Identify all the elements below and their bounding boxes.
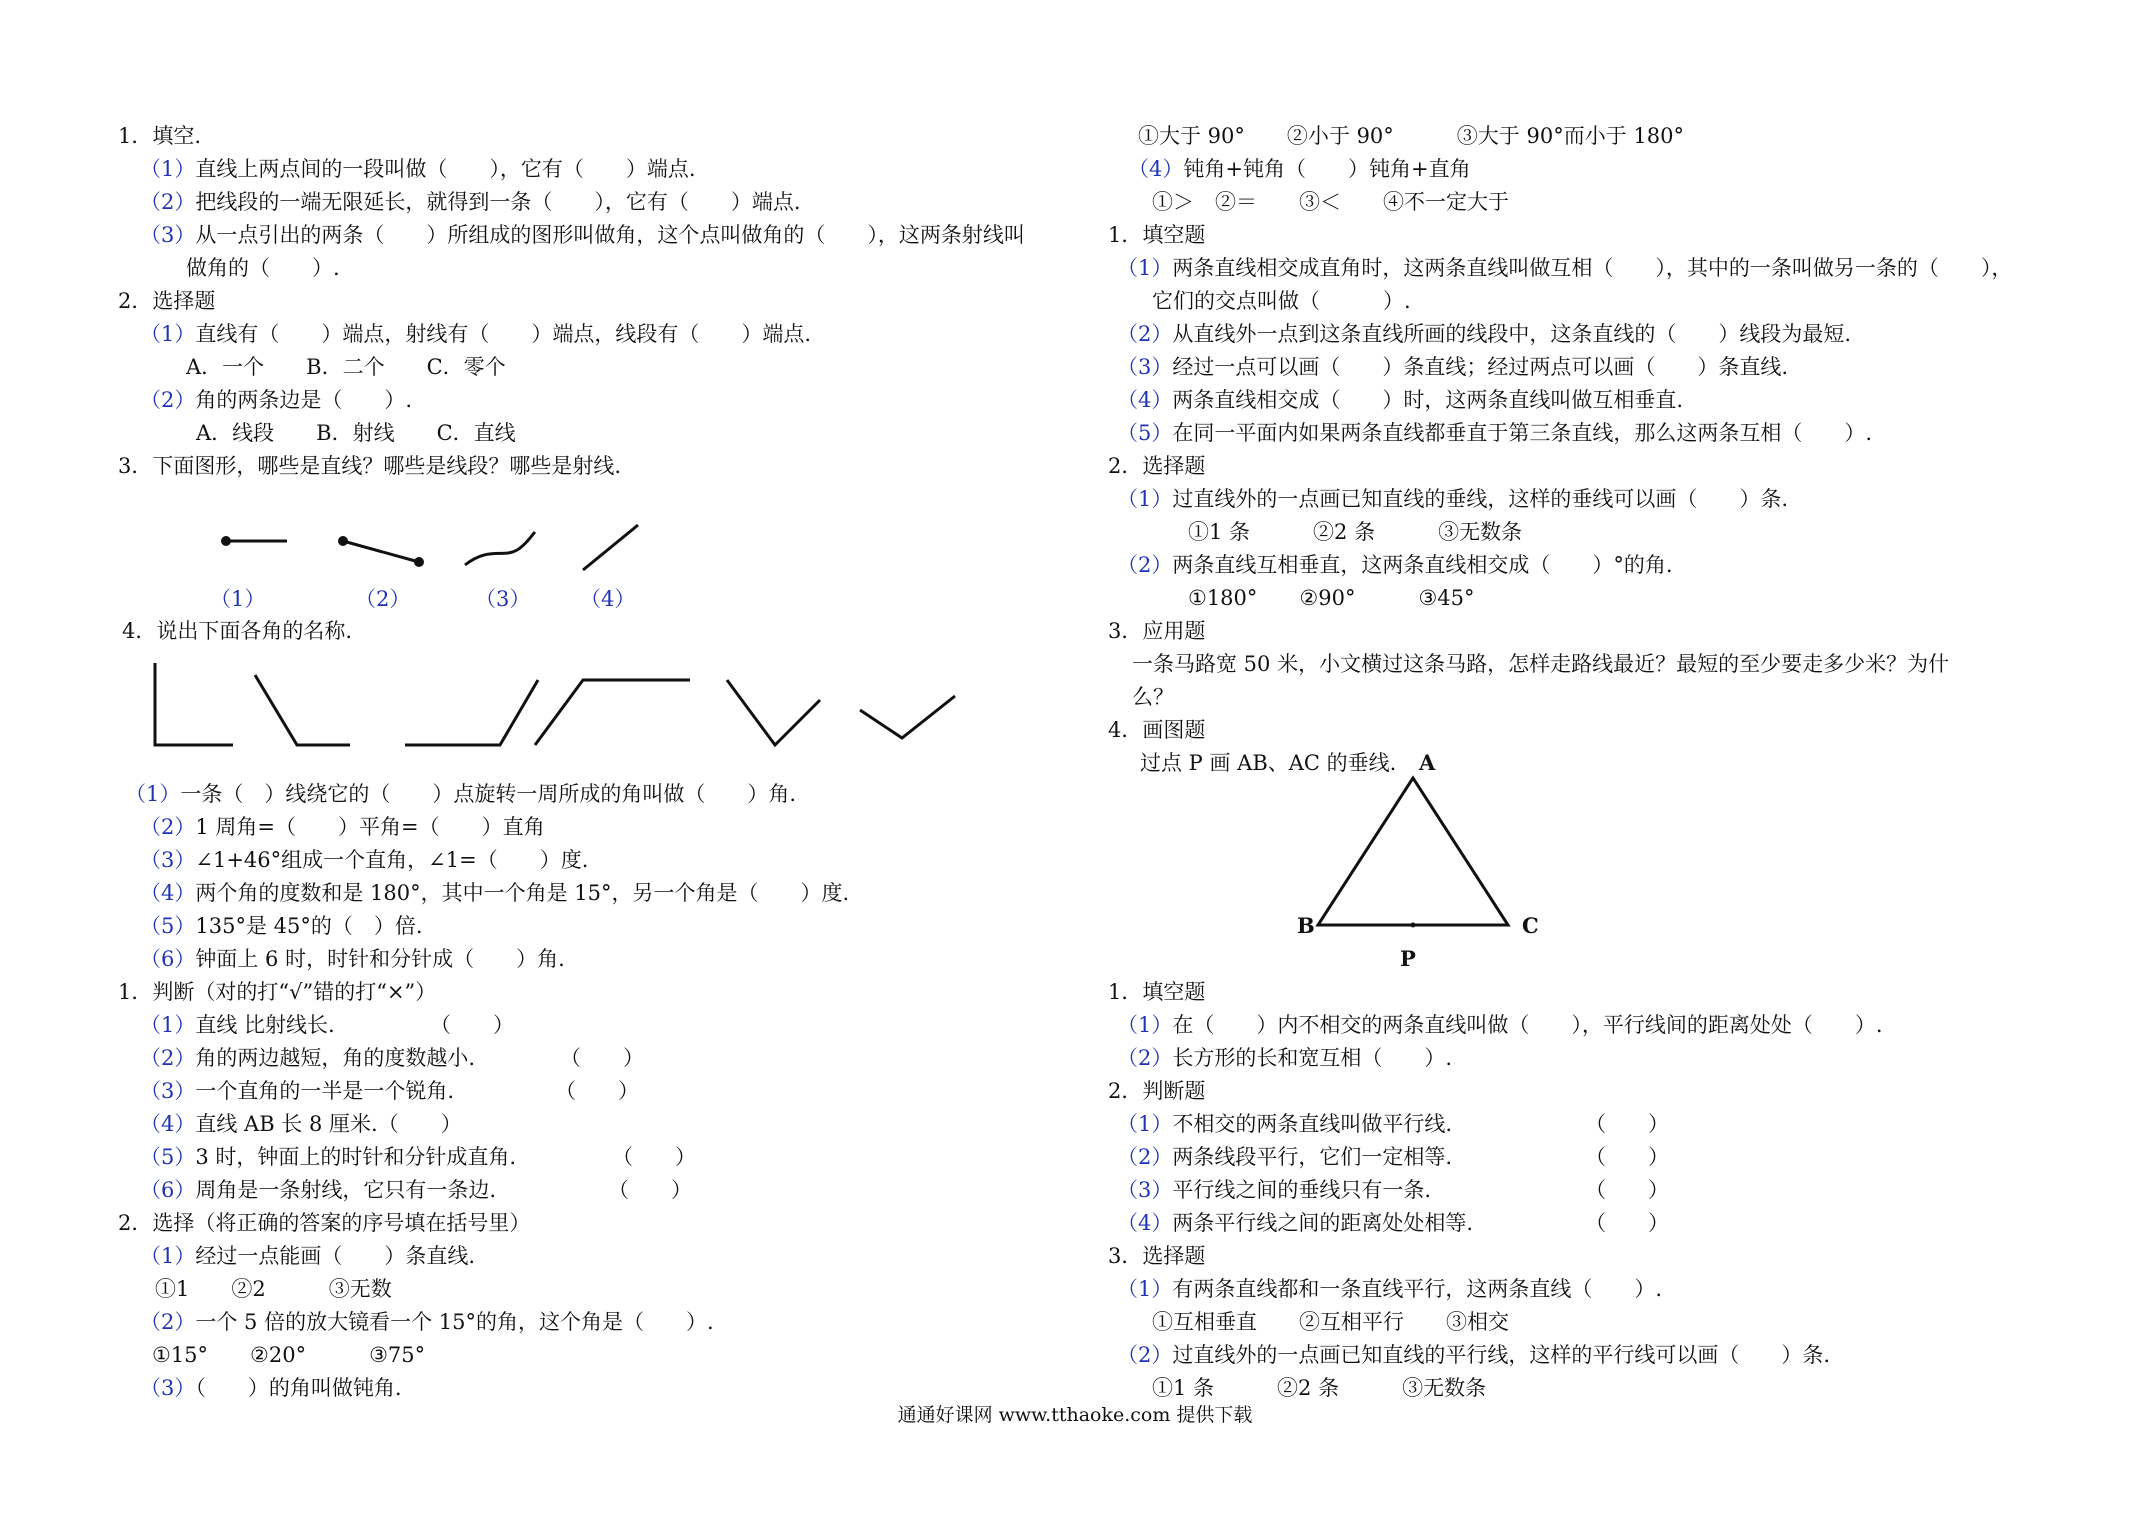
question-item: （3）（ ）的角叫做钝角. xyxy=(140,1376,402,1400)
question-item: （3）∠1+46°组成一个直角，∠1=（ ）度. xyxy=(140,848,589,872)
judge-item: （1）直线 比射线长. xyxy=(140,1013,335,1037)
question-item: （4）两个角的度数和是 180°，其中一个角是 15°，另一个角是（ ）度. xyxy=(140,881,850,905)
answer-options: A．线段 B．射线 C．直线 xyxy=(196,421,516,445)
vertex-label-b: B xyxy=(1297,913,1315,938)
section-title: 2．判断题 xyxy=(1108,1079,1206,1103)
vertex-label-a: A xyxy=(1419,750,1436,775)
question-item: （1）在（ ）内不相交的两条直线叫做（ ），平行线间的距离处处（ ）. xyxy=(1117,1013,1883,1037)
judge-item: （6）周角是一条射线，它只有一条边. xyxy=(140,1178,497,1202)
answer-blank: （ ） xyxy=(560,1046,644,1070)
section-title: 2．选择题 xyxy=(118,289,216,313)
answer-blank: （ ） xyxy=(1585,1145,1669,1169)
question-item: （2）长方形的长和宽互相（ ）. xyxy=(1117,1046,1453,1070)
question-item: （1）直线上两点间的一段叫做（ ），它有（ ）端点. xyxy=(140,157,696,181)
answer-options: ①大于 90° ②小于 90° ③大于 90°而小于 180° xyxy=(1138,124,1684,148)
question-continuation: 它们的交点叫做（ ）. xyxy=(1152,289,1411,313)
question-item: （1）一条（ ）线绕它的（ ）点旋转一周所成的角叫做（ ）角. xyxy=(125,782,797,806)
question-item: （4）两条直线相交成（ ）时，这两条直线叫做互相垂直. xyxy=(1117,388,1684,412)
answer-blank: （ ） xyxy=(555,1079,639,1103)
section-title: 4．画图题 xyxy=(1108,718,1206,742)
answer-blank: （ ） xyxy=(608,1178,692,1202)
section-title: 3．下面图形，哪些是直线？哪些是线段？哪些是射线. xyxy=(118,454,622,478)
section-title: 4．说出下面各角的名称. xyxy=(122,619,353,643)
question-item: （1）有两条直线都和一条直线平行，这两条直线（ ）. xyxy=(1117,1277,1663,1301)
figure-label: （2） xyxy=(355,587,411,611)
question-item: （2）1 周角=（ ）平角=（ ）直角 xyxy=(140,815,545,839)
figure-label: （1） xyxy=(210,587,266,611)
question-item: （2）从直线外一点到这条直线所画的线段中，这条直线的（ ）线段为最短. xyxy=(1117,322,1852,346)
section-title: 3．应用题 xyxy=(1108,619,1206,643)
question-item: （2）两条直线互相垂直，这两条直线相交成（ ）°的角. xyxy=(1117,553,1673,577)
section-title: 1．填空题 xyxy=(1108,980,1206,1004)
answer-options: ①互相垂直 ②互相平行 ③相交 xyxy=(1152,1310,1509,1334)
judge-item: （3）一个直角的一半是一个锐角. xyxy=(140,1079,455,1103)
question-continuation: 做角的（ ）. xyxy=(186,256,340,280)
point-label-p: P xyxy=(1400,946,1416,971)
judge-item: （2）两条线段平行，它们一定相等. xyxy=(1117,1145,1453,1169)
word-problem: 一条马路宽 50 米，小文横过这条马路，怎样走路线最近？最短的至少要走多少米？为什 xyxy=(1132,652,1950,676)
figure-label: （4） xyxy=(580,587,636,611)
answer-blank: （ ） xyxy=(430,1013,514,1037)
question-item: （2）一个 5 倍的放大镜看一个 15°的角，这个角是（ ）. xyxy=(140,1310,714,1334)
judge-item: （3）平行线之间的垂线只有一条. xyxy=(1117,1178,1432,1202)
question-item: （3）从一点引出的两条（ ）所组成的图形叫做角，这个点叫做角的（ ），这两条射线叫 xyxy=(140,223,1025,247)
question-item: （4）钝角+钝角（ ）钝角+直角 xyxy=(1128,157,1471,181)
section-title: 1．填空题 xyxy=(1108,223,1206,247)
section-title: 2．选择（将正确的答案的序号填在括号里） xyxy=(118,1211,531,1235)
answer-blank: （ ） xyxy=(1585,1178,1669,1202)
question-item: （5）135°是 45°的（ ）倍. xyxy=(140,914,423,938)
judge-item: （2）角的两边越短，角的度数越小. xyxy=(140,1046,476,1070)
question-item: （3）经过一点可以画（ ）条直线；经过两点可以画（ ）条直线. xyxy=(1117,355,1789,379)
answer-options: ①15° ②20° ③75° xyxy=(152,1343,426,1367)
answer-blank: （ ） xyxy=(612,1145,696,1169)
section-title: 2．选择题 xyxy=(1108,454,1206,478)
vertex-label-c: C xyxy=(1522,913,1539,938)
question-item: （1）过直线外的一点画已知直线的垂线，这样的垂线可以画（ ）条. xyxy=(1117,487,1789,511)
word-problem-continuation: 么？ xyxy=(1132,685,1174,709)
footer-credit: 通通好课网 www.tthaoke.com 提供下载 xyxy=(897,1404,1253,1426)
point-p-dot xyxy=(1411,923,1416,928)
judge-item: （1）不相交的两条直线叫做平行线. xyxy=(1117,1112,1453,1136)
question-item: （1）经过一点能画（ ）条直线. xyxy=(140,1244,476,1268)
judge-item: （4）直线 AB 长 8 厘米.（ ） xyxy=(140,1112,462,1136)
question-item: （2）过直线外的一点画已知直线的平行线，这样的平行线可以画（ ）条. xyxy=(1117,1343,1831,1367)
question-item: （5）在同一平面内如果两条直线都垂直于第三条直线，那么这两条互相（ ）. xyxy=(1117,421,1873,445)
judge-item: （4）两条平行线之间的距离处处相等. xyxy=(1117,1211,1474,1235)
answer-options: ①＞ ②＝ ③＜ ④不一定大于 xyxy=(1152,190,1509,214)
question-item: （1）直线有（ ）端点，射线有（ ）端点，线段有（ ）端点. xyxy=(140,322,812,346)
drawing-instruction: 过点 P 画 AB、AC 的垂线. xyxy=(1140,751,1397,775)
figure-label: （3） xyxy=(475,587,531,611)
answer-options: ①180° ②90° ③45° xyxy=(1188,586,1475,610)
section-title: 1．判断（对的打“√”错的打“×”） xyxy=(118,980,437,1004)
answer-blank: （ ） xyxy=(1585,1112,1669,1136)
answer-blank: （ ） xyxy=(1585,1211,1669,1235)
section-title: 1．填空. xyxy=(118,124,202,148)
answer-options: ①1 条 ②2 条 ③无数条 xyxy=(1152,1376,1487,1400)
answer-options: ①1 条 ②2 条 ③无数条 xyxy=(1188,520,1523,544)
answer-options: ①1 ②2 ③无数 xyxy=(155,1277,392,1301)
question-item: （2）把线段的一端无限延长，就得到一条（ ），它有（ ）端点. xyxy=(140,190,801,214)
question-item: （6）钟面上 6 时，时针和分针成（ ）角. xyxy=(140,947,565,971)
judge-item: （5）3 时，钟面上的时针和分针成直角. xyxy=(140,1145,517,1169)
question-item: （1）两条直线相交成直角时，这两条直线叫做互相（ ），其中的一条叫做另一条的（ ）， xyxy=(1117,256,2013,280)
question-item: （2）角的两条边是（ ）. xyxy=(140,388,413,412)
section-title: 3．选择题 xyxy=(1108,1244,1206,1268)
answer-options: A．一个 B．二个 C．零个 xyxy=(186,355,506,379)
